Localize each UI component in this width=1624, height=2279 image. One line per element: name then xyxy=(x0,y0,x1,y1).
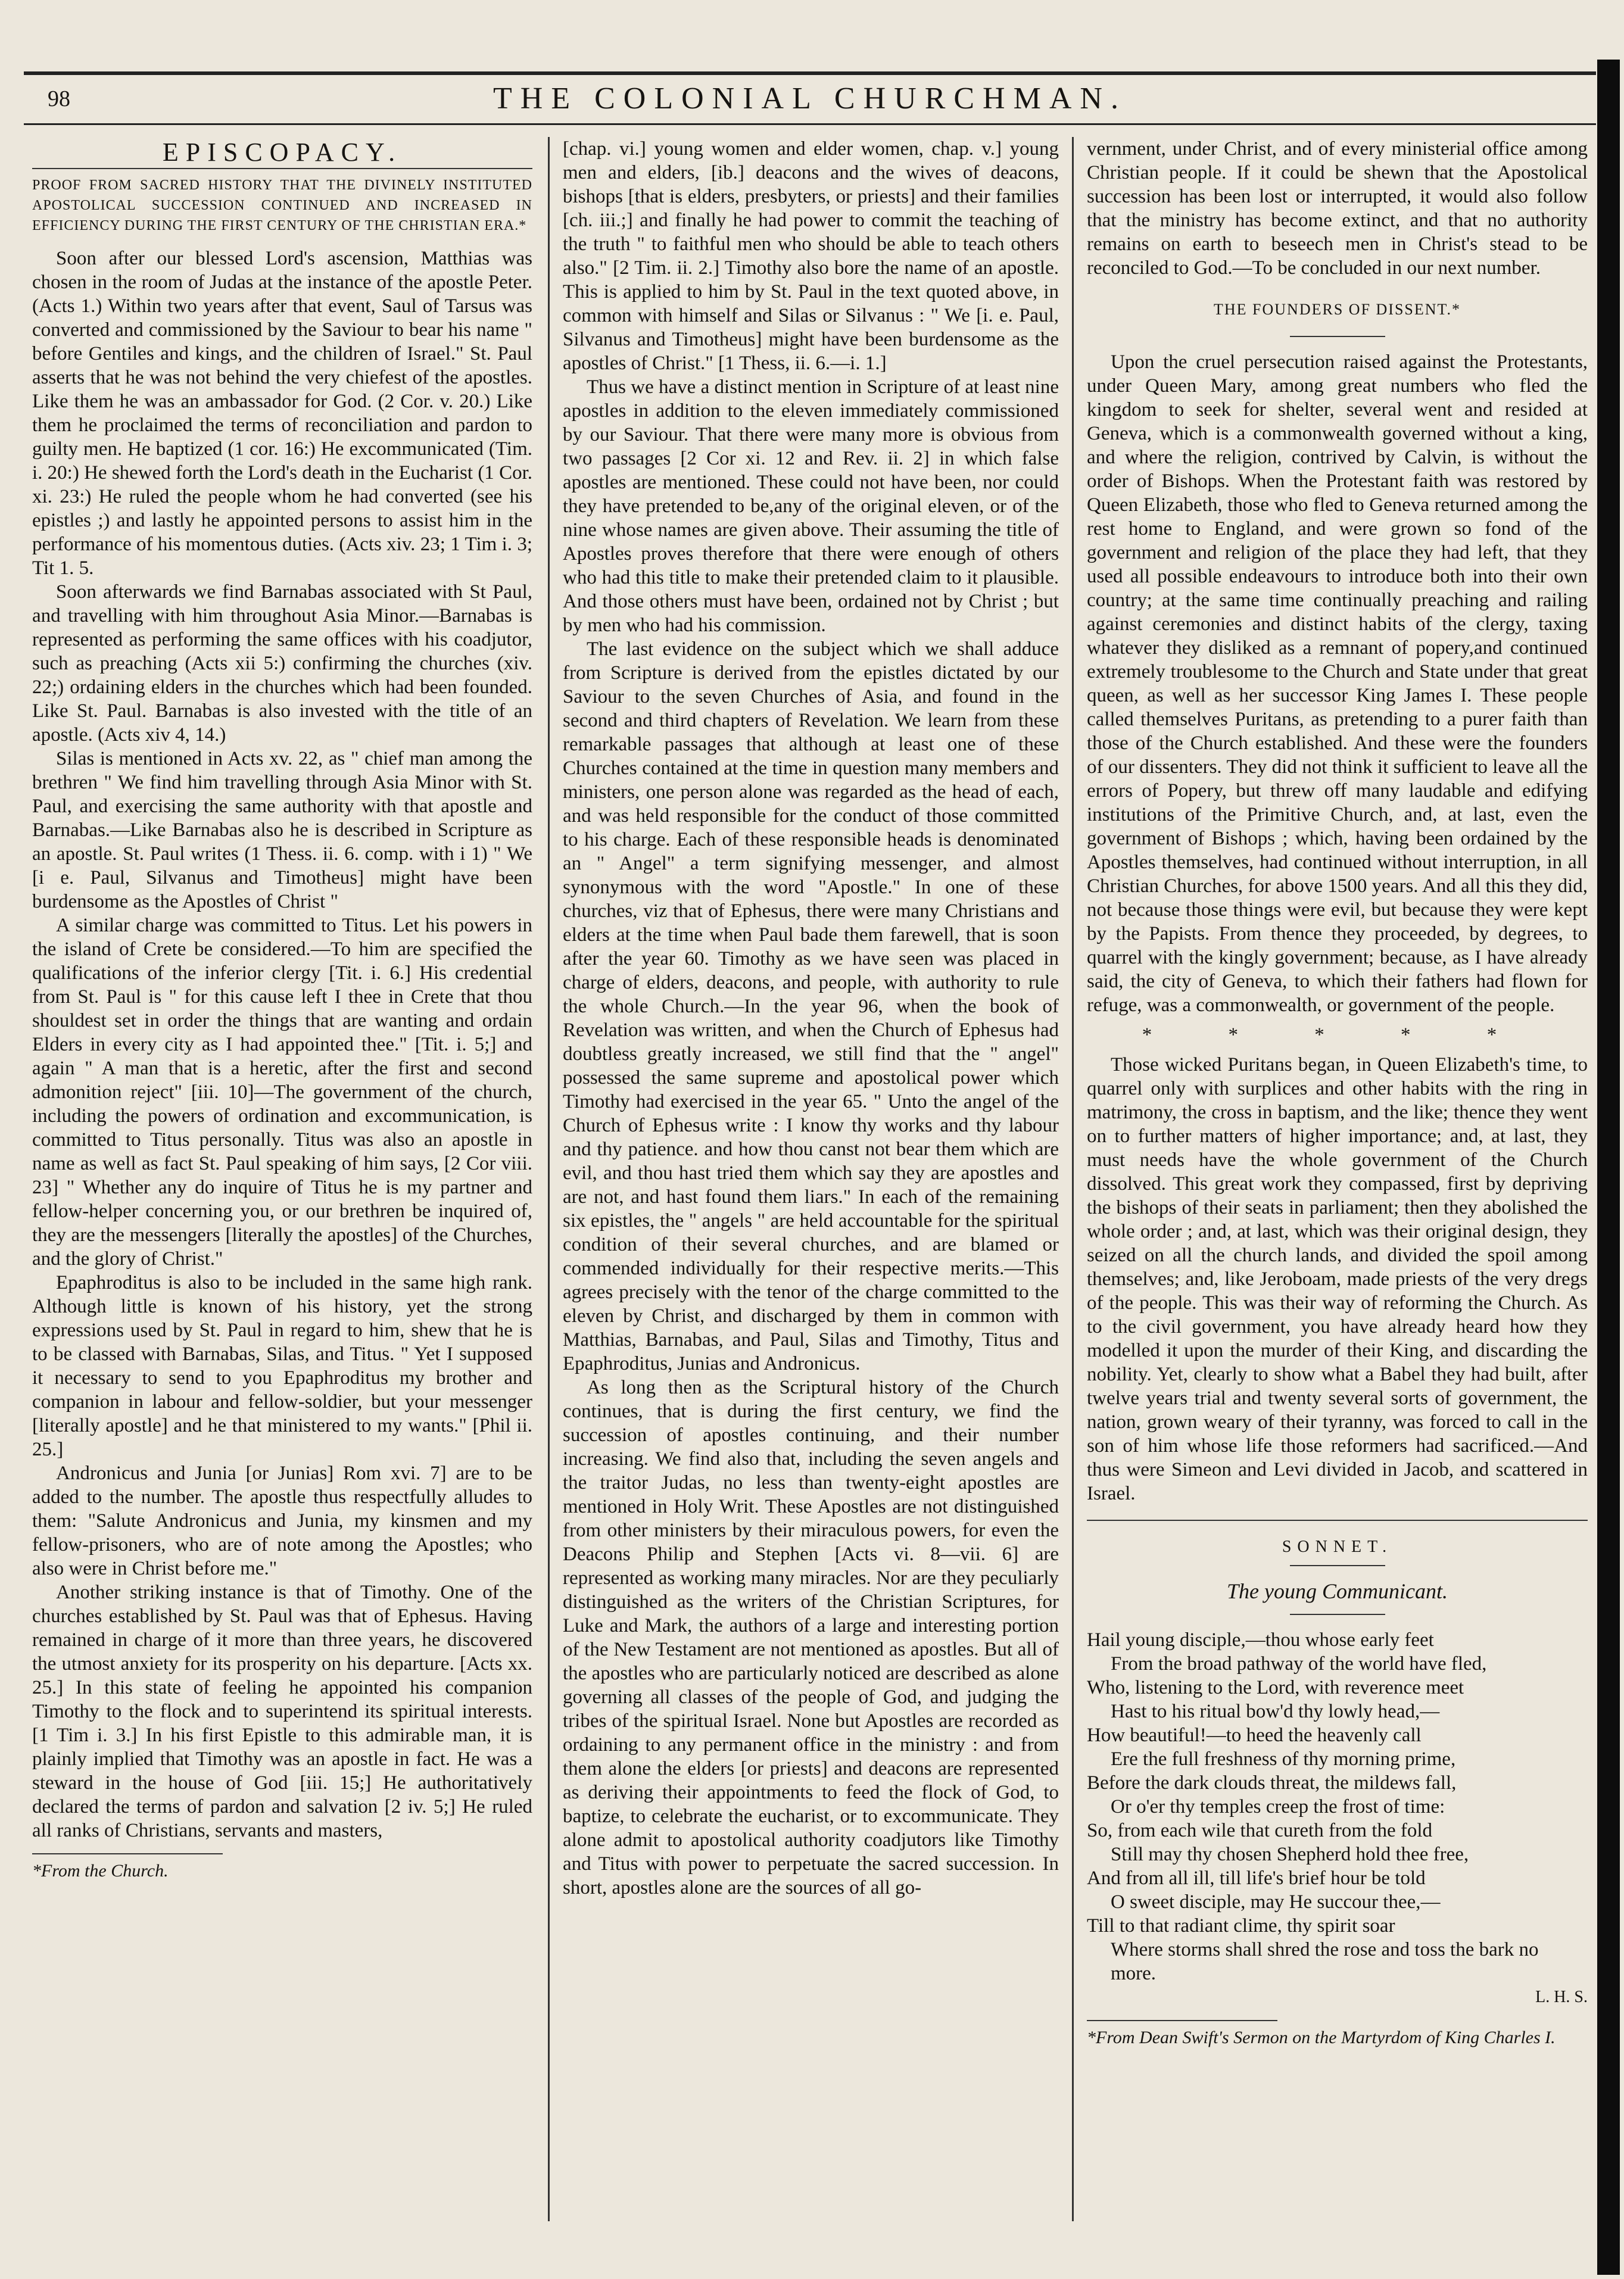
section-divider xyxy=(1087,1520,1588,1521)
page-number: 98 xyxy=(48,86,70,111)
poem-line: Hail young disciple,—thou whose early feet xyxy=(1087,1629,1434,1651)
sonnet-heading: SONNET. xyxy=(1282,1538,1393,1556)
poem-line: How beautiful!—to heed the heavenly call xyxy=(1087,1725,1422,1746)
paragraph: Upon the cruel persecution raised against the Protestants, under Queen Mary, among great numbers who fled the kingdom to seek for shelter, several went and resided at Geneva, which is a commonwealth governed without a king, and where the religion, contrived by Calvin, is without the order of Bishops. When the Protestant faith was restored by Queen Elizabeth, those who fled to Geneva returned among the rest home to England, and were grown so fond of the government and religion of the place they had left, that they used all possible endeavours to introduce both into their own country; at the same time continually preaching and railing against ceremonies and distinct habits of the clergy, taxing whatever they disliked as a remnant of popery,and continued extremely troublesome to the Church and State under that great queen, as well as her successor King James I. These people called themselves Puritans, as pretending to a purer faith than those of the Church established. And these were the founders of our dissenters. They did not think it sufficient to leave all the errors of Popery, but threw off many laudable and edifying institutions of the Primitive Church, and, at last, even the government of Bishops ; which, having been ordained by the Apostles themselves, had continued without interruption, in all Christian Churches, for above 1500 years. And all this they did, not because those things were evil, but because they were kept by the Papists. From thence they proceeded, by degrees, to quarrel with the kingly government; because, as I have already said, the city of Geneva, to which their fathers had flown for refuge, was a commonwealth, or government of the people. xyxy=(1087,351,1588,1016)
paragraph: Another striking instance is that of Timothy. One of the churches established by St. Paul was that of Ephesus. Having remained in charge of it more than three years, he discovered the utmost anxiety for its prosperity on his departure. [Acts xx. 25.] In this state of feeling he appointed his companion Timothy to the flock and to superintend its spiritual interests. [1 Tim i. 3.] In his first Epistle to this admirable man, it is plainly implied that Timothy was an apostle in fact. He was a steward in the house of God [iii. 15;] He authoritatively declared the terms of pardon and salvation [2 iv. 5;] He ruled all ranks of Christians, servants and masters, xyxy=(32,1582,532,1841)
poem-line: Hast to his ritual bow'd thy lowly head,— xyxy=(1111,1701,1440,1722)
section-rule xyxy=(1290,336,1385,337)
paragraph: Epaphroditus is also to be included in the same high rank. Although little is known of his history, yet the strong expressions used by St. Paul in regard to him, shew that he is to be classed with Barnabas, Silas, and Titus. " Yet I supposed it necessary to send to you Epaphroditus my brother and companion in labour and fellow-soldier, but your messenger [literally apostle] and he that ministered to my wants." [Phil ii. 25.] xyxy=(32,1272,532,1460)
poem-signature: L. H. S. xyxy=(1535,1988,1588,2006)
column-1 xyxy=(24,137,548,2221)
paragraph: Soon afterwards we find Barnabas associated with St Paul, and travelling with him throughout Asia Minor.—Barnabas is represented as performing the same offices with his coadjutor, such as preaching (Acts xii 5:) confirming the churches (xiv. 22;) ordaining elders in the churches which had been founded. Like St. Paul. Barnabas is also invested with the title of an apostle. (Acts xiv 4, 14.) xyxy=(32,581,532,746)
masthead-top-rule xyxy=(24,71,1596,75)
footnote: *From Dean Swift's Sermon on the Martyrdom of King Charles I. xyxy=(1087,2028,1556,2047)
poem-line: Till to that radiant clime, thy spirit soar xyxy=(1087,1915,1395,1937)
sonnet-title: The young Communicant. xyxy=(1227,1579,1448,1603)
newspaper-title: THE COLONIAL CHURCHMAN. xyxy=(493,82,1127,116)
newspaper-page xyxy=(24,24,1596,2257)
paragraph: Silas is mentioned in Acts xv. 22, as " chief man among the brethren " We find him travelling through Asia Minor with St. Paul, and exercising the same authority with that apostle and Barnabas.—Like Barnabas also he is described in Scripture as an apostle. St. Paul writes (1 Thess. ii. 6. comp. with i 1) " We [i e. Paul, Silvanus and Timotheus] might have been burdensome as the Apostles of Christ " xyxy=(32,748,532,912)
footnote-rule xyxy=(1087,2020,1277,2021)
paragraph: Thus we have a distinct mention in Scripture of at least nine apostles in addition to the eleven immediately commissioned by our Saviour. That there were many more is obvious from two passages [2 Cor xi. 12 and Rev. ii. 2] in which false apostles are mentioned. These could not have been, nor could they have pretended to be,any of the original eleven, or of the nine whose names are given above. Their assuming the title of Apostles proves therefore that there were enough of others who had this title to make their pretended claim to it plausible. And those others must have been, ordained not by Christ ; but by men who had his commission. xyxy=(563,376,1059,636)
poem-line: Where storms shall shred the rose and toss the bark no xyxy=(1111,1939,1539,1960)
masthead xyxy=(24,71,1596,125)
column-3 xyxy=(1072,137,1596,2221)
poem-line: Who, listening to the Lord, with reverence meet xyxy=(1087,1677,1464,1698)
article-subheading: PROOF FROM SACRED HISTORY THAT THE DIVINELY INSTITUTED APOSTOLICAL SUCCESSION CONTINUED AND INCREASED IN EFFICIENCY DURING THE FIRST CENTURY OF THE CHRISTIAN ERA.* xyxy=(32,177,532,233)
paragraph: As long then as the Scriptural history of the Church continues, that is during the first century, we find the succession of apostles continuing, and their number increasing. We find also that, including the seven angels and the traitor Judas, no less than twenty-eight apostles are mentioned in Holy Writ. These Apostles are not distinguished from other ministers by their miraculous powers, for even the Deacons Philip and Stephen [Acts vi. 8—vii. 6] are represented as working many miracles. Nor are they peculiarly distinguished as the writers of the Christian Scriptures, for Luke and Mark, the authors of a large and interesting portion of the New Testament are not mentioned as apostles. But all of the apostles who are particularly noticed are described as alone governing all classes of the people of God, and judging the tribes of the spiritual Israel. None but Apostles are recorded as ordaining to any permanent office in the ministry : and from them alone the elders [or priests] and deacons are represented as deriving their appointments to feed the flock of God, to baptize, to celebrate the eucharist, or to excommunicate. They alone admit to apostolical authority coadjutors like Timothy and Titus with power to perpetuate the sacred succession. In short, apostles alone are the sources of all go- xyxy=(563,1377,1059,1898)
poem-line: more. xyxy=(1111,1963,1157,1984)
poem-line: And from all ill, till life's brief hour be told xyxy=(1087,1868,1426,1889)
sonnet-rule xyxy=(1290,1565,1385,1566)
poem-line: Before the dark clouds threat, the mildews fall, xyxy=(1087,1772,1457,1794)
poem-line: Still may thy chosen Shepherd hold thee free, xyxy=(1111,1844,1469,1865)
article-columns xyxy=(24,137,1596,2257)
footnote-rule xyxy=(32,1853,223,1854)
page-binding-edge xyxy=(1597,60,1620,2275)
paragraph: [chap. vi.] young women and elder women, chap. v.] young men and elders, [ib.] deacons and the wives of deacons, bishops [that is elders, presbyters, or priests] and their families [ch. iii.;] and finally he had power to commit the teaching of the truth " to faithful men who should be able to teach others also." [2 Tim. ii. 2.] Timothy also bore the name of an apostle. This is applied to him by St. Paul in the text quoted above, in common with himself and Silas or Silvanus : " We [i. e. Paul, Silvanus and Timotheus] might have been burdensome as the apostles of Christ." [1 Thess, ii. 6.—i. 1.] xyxy=(563,138,1059,374)
poem-line: O sweet disciple, may He succour thee,— xyxy=(1111,1891,1441,1913)
column-2 xyxy=(548,137,1072,2221)
poem-line: Or o'er thy temples creep the frost of time: xyxy=(1111,1796,1445,1817)
poem-line: So, from each wile that cureth from the fold xyxy=(1087,1820,1433,1841)
poem-line: From the broad pathway of the world have fled, xyxy=(1111,1653,1487,1675)
paragraph: Andronicus and Junia [or Junias] Rom xvi. 7] are to be added to the number. The apostle thus respectfully alludes to them: "Salute Andronicus and Junia, my kinsmen and my fellow-prisoners, who are of note among the Apostles; who also were in Christ before me." xyxy=(32,1463,532,1579)
footnote: *From the Church. xyxy=(32,1861,169,1881)
article-heading-episcopacy: EPISCOPACY. xyxy=(32,141,532,169)
section-stars: * * * * * xyxy=(1142,1024,1533,1046)
paragraph: A similar charge was committed to Titus. Let his powers in the island of Crete be considered.—To him are specified the qualifications of the inferior clergy [Tit. i. 6.] His credential from St. Paul is " for this cause left I thee in Crete that thou shouldest set in order the things that are wanting and ordain Elders in every city as I had appointed thee." [Tit. i. 5;] and again " A man that is a heretic, after the first and second admonition reject" [iii. 10]—The government of the church, including the powers of ordination and excommunication, is committed to Titus personally. Titus was also an apostle in name as well as fact St. Paul speaking of him says, [2 Cor viii. 23] " Whether any do inquire of Titus he is my partner and fellow-helper concerning you, or our brethren be inquired of, they are the messengers [literally the apostles] of the Churches, and the glory of Christ." xyxy=(32,915,532,1270)
sonnet-title-rule xyxy=(1290,1614,1385,1615)
poem-line: Ere the full freshness of thy morning prime, xyxy=(1111,1748,1456,1770)
paragraph: vernment, under Christ, and of every ministerial office among Christian people. If it could be shewn that the Apostolical succession has been lost or interrupted, it would also follow that the ministry has become extinct, and that no authority remains on earth to beseech men in Christ's stead to be reconciled to God.—To be concluded in our next number. xyxy=(1087,138,1588,279)
masthead-bottom-rule xyxy=(24,123,1596,125)
paragraph: Those wicked Puritans began, in Queen Elizabeth's time, to quarrel only with surplices and other habits with the ring in matrimony, the cross in baptism, and the like; thence they went on to further matters of higher importance; and, at last, they must needs have the whole government of the Church dissolved. This great work they compassed, first by depriving the bishops of their seats in parliament; then they abolished the whole order ; and, at last, which was their original design, they seized on all the church lands, and divided the spoil among themselves; and, like Jeroboam, made priests of the very dregs of the people. This was their way of reforming the Church. As to the civil government, you have already heard how they modelled it upon the murder of their King, and discarding the nobility. Yet, clearly to show what a Babel they had built, after twelve years trial and twenty several sorts of government, the nation, grown weary of their tyranny, was forced to call in the son of him whose life those reformers had sacrificed.—And thus were Simeon and Levi divided in Jacob, and scattered in Israel. xyxy=(1087,1054,1588,1504)
paragraph: The last evidence on the subject which we shall adduce from Scripture is derived from the epistles dictated by our Saviour to the seven Churches of Asia, and found in the second and third chapters of Revelation. We learn from these remarkable passages that although at least one of these Churches contained at the time in question many members and ministers, one person alone was regarded as the head of each, and was held responsible for the conduct of those committed to his charge. Each of these responsible heads is denominated an " Angel" a term signifying messenger, and almost synonymous with the word "Apostle." In one of these churches, viz that of Ephesus, there were many Christians and elders at the time when Paul bade them farewell, that is soon after the year 60. Timothy as we have seen was placed in charge of elders, deacons, and people, with authority to rule the whole Church.—In the year 96, when the book of Revelation was written, and when the Church of Ephesus had doubtless greatly increased, we still find that the " angel" possessed the same supreme and apostolical power which Timothy had exercised in the year 65. " Unto the angel of the Church of Ephesus write : I know thy works and thy labour and thy patience. and how thou canst not bear them which are evil, and thou hast tried them which say they are apostles and are not, and hast found them liars." In each of the remaining six epistles, the " angels " are held accountable for the spiritual condition of their several churches, and are blamed or commended individually for their respective merits.—This agrees precisely with the tenor of the charge committed to the eleven by Christ, and discharged by them in common with Matthias, Barnabas, and Paul, Silas and Timothy, Titus and Epaphroditus, Junias and Andronicus. xyxy=(563,638,1059,1374)
paragraph: Soon after our blessed Lord's ascension, Matthias was chosen in the room of Judas at the instance of the apostle Peter. (Acts 1.) Within two years after that event, Saul of Tarsus was converted and commissioned by the Saviour to bear his name " before Gentiles and kings, and the children of Israel." St. Paul asserts that he was not behind the very chiefest of the apostles. Like them he was an ambassador for God. (2 Cor. v. 20.) Like them he proclaimed the terms of reconciliation and pardon to guilty men. He baptized (1 cor. 16:) He excommunicated (Tim. i. 20:) He shewed forth the Lord's death in the Eucharist (1 Cor. xi. 23:) He ruled the people whom he had converted (see his epistles ;) and lastly he appointed persons to assist him in the performance of his momentous duties. (Acts xiv. 23; 1 Tim i. 3; Tit 1. 5. xyxy=(32,248,532,579)
section-heading-founders-of-dissent: THE FOUNDERS OF DISSENT.* xyxy=(1214,301,1461,318)
